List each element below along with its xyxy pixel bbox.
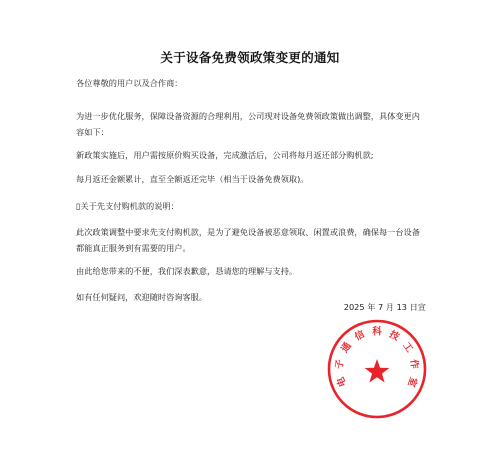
- policy-paragraph: 新政策实施后，用户需按原价购买设备，完成激活后，公司将每月返还部分购机款;: [76, 150, 374, 160]
- seal-character: 作: [407, 358, 420, 370]
- company-seal: [326, 318, 428, 420]
- seal-character: 科: [372, 326, 382, 338]
- seal-character: 电: [335, 375, 349, 389]
- seal-character: 工: [400, 340, 415, 355]
- seal-character: 室: [405, 375, 419, 389]
- seal-character: 子: [334, 358, 347, 370]
- apology-paragraph: 由此给您带来的不便，我们深表歉意，恳请您的理解与支持。: [76, 266, 298, 276]
- document-title: 关于设备免费领政策变更的通知: [160, 50, 340, 65]
- intro-paragraph: 为进一步优化服务，保障设备资源的合理利用，公司现对设备免费领政策做出调整，具体变更内容如下：: [76, 111, 420, 137]
- explanation-paragraph: 此次政策调整中要求先支付购机款，是为了避免设备被恶意领取、闲置或浪费，确保每一台设备都能真正服务到有需要的用户。: [76, 227, 420, 253]
- section-heading: ▯关于先支付购机款的说明：: [76, 201, 179, 211]
- seal-star-icon: [365, 359, 390, 383]
- issue-date: 2025 年 7 月 13 日宣: [343, 302, 426, 312]
- seal-text: [334, 325, 421, 389]
- greeting-paragraph: 各位尊敬的用户以及合作商：: [76, 78, 183, 88]
- seal-character: 信: [353, 328, 367, 344]
- refund-paragraph: 每月返还金额累计，直至全额返还完毕（相当于设备免费领取)。: [76, 174, 309, 184]
- seal-stamp-icon: [326, 318, 428, 420]
- contact-paragraph: 如有任何疑问，欢迎随时咨询客服。: [76, 292, 208, 302]
- seal-character: 通: [339, 340, 354, 355]
- seal-character: 技: [387, 328, 401, 344]
